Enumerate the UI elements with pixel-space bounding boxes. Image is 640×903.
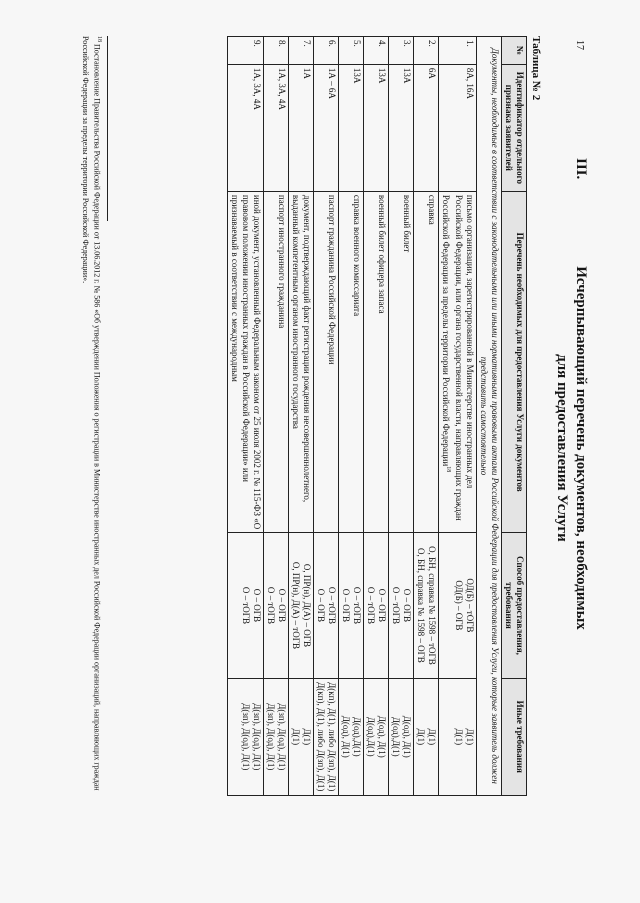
method-line: О – тОГВ [327, 586, 337, 624]
row-number: 1. [439, 37, 477, 65]
method-line: О, БН, справка № 1598 – ОГВ [416, 548, 426, 663]
row-identifier: 13А [389, 64, 414, 191]
table-row [389, 37, 414, 796]
method-line: О, ПР(н), Д(А) – тОГВ [291, 561, 301, 649]
method-line: О – ОГВ [316, 588, 326, 623]
row-number: 5. [339, 37, 364, 65]
other-line: Д(зп), Д(од), Д(1) [241, 703, 251, 771]
method-line: О – ОГВ [341, 588, 351, 623]
row-method [389, 533, 414, 678]
table-body [228, 37, 502, 796]
section-title-line-1: Исчерпывающий перечень документов, необходимых [573, 266, 589, 630]
method-line: О – тОГВ [391, 586, 401, 624]
row-method [339, 533, 364, 678]
other-line: Д(кп), Д(1), либо Д(зп), Д(1) [327, 682, 337, 792]
row-number: 2. [414, 37, 439, 65]
note-row [477, 37, 502, 796]
row-document [389, 191, 414, 532]
row-document [339, 191, 364, 532]
row-method [289, 533, 314, 678]
row-number: 3. [389, 37, 414, 65]
row-identifier: 1А – 6А [314, 64, 339, 191]
row-number: 8. [264, 37, 289, 65]
method-line: О – тОГВ [366, 586, 376, 624]
row-other [314, 678, 339, 795]
method-line: О, БН, справка № 1598 – тОГВ [427, 546, 437, 665]
method-line: О – тОГВ [241, 586, 251, 624]
other-line: Д(од), Д(1) [341, 715, 351, 758]
row-document [264, 191, 289, 532]
row-number: 6. [314, 37, 339, 65]
table-row [364, 37, 389, 796]
row-other [264, 678, 289, 795]
row-identifier: 6А [414, 64, 439, 191]
table-row [439, 37, 477, 796]
row-document-text: паспорт иностранного гражданина [277, 194, 287, 329]
rotated-page [42, 18, 602, 853]
row-document-text: паспорт гражданина Российской Федерации [327, 194, 337, 365]
row-other [439, 678, 477, 795]
header-num: № [502, 37, 527, 65]
other-line: Д(1) [427, 728, 437, 746]
row-document-text: военный билет [402, 194, 412, 253]
row-method [228, 533, 264, 678]
other-line: Д(1) [291, 728, 301, 746]
method-line: О – ОГВ [277, 588, 287, 623]
row-number: 7. [289, 37, 314, 65]
method-line: О – тОГВ [266, 586, 276, 624]
section-title-line-2: для предоставления Услуги [554, 354, 570, 542]
row-other [389, 678, 414, 795]
footnote-text: Постановление Правительства Российской Федерации от 13.06.2012 г. № 586 «Об утверждении Положения о регистрации в Министерстве иностранных дел Российской Федерации организаций, направляющих граждан Российской Федерации за пределы территории Российской Федерации». [81, 36, 102, 791]
row-method [314, 533, 339, 678]
other-line: Д(кп), Д(1), либо Д(зп), Д(1) [316, 682, 326, 792]
row-document-text: иной документ, установленный Федеральным законом от 25 июля 2002 г. № 115-ФЗ «О правовом положении иностранных граждан в Российской Федерации» или признаваемый в соответствии с международным [230, 194, 262, 530]
footnote-ref: 18 [445, 466, 451, 473]
method-line: О, ПР(н), Д(А) – ОГВ [302, 563, 312, 647]
footnote-divider [107, 36, 108, 221]
row-document [364, 191, 389, 532]
other-line: Д(1) [416, 728, 426, 746]
table-row [314, 37, 339, 796]
row-identifier: 1А [289, 64, 314, 191]
other-line: Д(1) [454, 728, 464, 746]
section-number: III. [573, 158, 589, 180]
header-method: Способ предоставления, требования [502, 533, 527, 678]
row-other [364, 678, 389, 795]
other-line: Д(зп), Д(од), Д(1) [266, 703, 276, 771]
documents-table [227, 36, 527, 796]
method-line: О – ОГВ [377, 588, 387, 623]
footnote-marker: 18 [96, 36, 102, 42]
other-line: Д(од), Д(1) [377, 715, 387, 758]
row-number: 9. [228, 37, 264, 65]
method-line: О – ОГВ [252, 588, 262, 623]
note-cell: Документы, необходимые в соответствии с законодательными или иными нормативными правовыми актами Российской Федерации для предоставления Услуги, которые заявитель должен представить самостоятельно [477, 37, 502, 796]
page-number: 17 [574, 40, 585, 50]
row-other [414, 678, 439, 795]
other-line: Д(1) [465, 728, 475, 746]
method-line: ОД(Б) – тОГВ [465, 578, 475, 633]
row-document [228, 191, 264, 532]
table-header-row [502, 37, 527, 796]
row-identifier: 13А [364, 64, 389, 191]
row-other [228, 678, 264, 795]
row-other [289, 678, 314, 795]
other-line: Д(зп), Д(од), Д(1) [252, 703, 262, 771]
header-identifier: Идентификатор отдельного признака заявителей [502, 64, 527, 191]
row-document-text: документ, подтверждающий факт регистрации рождения несовершеннолетнего, выданный компетентным органом иностранного государства [291, 194, 312, 503]
table-caption: Таблица № 2 [530, 36, 542, 101]
other-line: Д(од),Д(1) [352, 716, 362, 757]
header-other: Иные требования [502, 678, 527, 795]
other-line: Д(од),Д(1) [391, 716, 401, 757]
table-row [414, 37, 439, 796]
other-line: Д(од),Д(1) [366, 716, 376, 757]
row-method [439, 533, 477, 678]
row-document [314, 191, 339, 532]
table-row [339, 37, 364, 796]
table-row [228, 37, 264, 796]
header-documents: Перечень необходимых для предоставления Услуги документов [502, 191, 527, 532]
method-line: О – ОГВ [402, 588, 412, 623]
row-document [414, 191, 439, 532]
row-document [289, 191, 314, 532]
other-line: Д(од), Д(1) [402, 715, 412, 758]
row-method [364, 533, 389, 678]
row-identifier: 8А, 16А [439, 64, 477, 191]
row-document [439, 191, 477, 532]
row-method [264, 533, 289, 678]
row-document-text: письмо организации, зарегистрированной в Министерстве иностранных дел Российской Федерации, или органа государственной власти, направляющих граждан Российской Федерации за пределы территории Российской Федерации [441, 194, 475, 521]
other-line: Д(зп), Д(од), Д(1) [277, 703, 287, 771]
section-title [552, 128, 590, 768]
row-document-text: справка военного комиссариата [352, 194, 362, 317]
table-row [264, 37, 289, 796]
row-identifier: 1А, 3А, 4А [264, 64, 289, 191]
row-number: 4. [364, 37, 389, 65]
row-identifier: 1А, 3А, 4А [228, 64, 264, 191]
row-document-text: справка [427, 194, 437, 225]
method-line: ОД(Б) – ОГВ [454, 580, 464, 631]
method-line: О – тОГВ [352, 586, 362, 624]
other-line: Д(1) [302, 728, 312, 746]
table-row [289, 37, 314, 796]
row-other [339, 678, 364, 795]
footnote [80, 36, 104, 816]
row-identifier: 13А [339, 64, 364, 191]
row-method [414, 533, 439, 678]
row-document-text: военный билет офицера запаса [377, 194, 387, 314]
